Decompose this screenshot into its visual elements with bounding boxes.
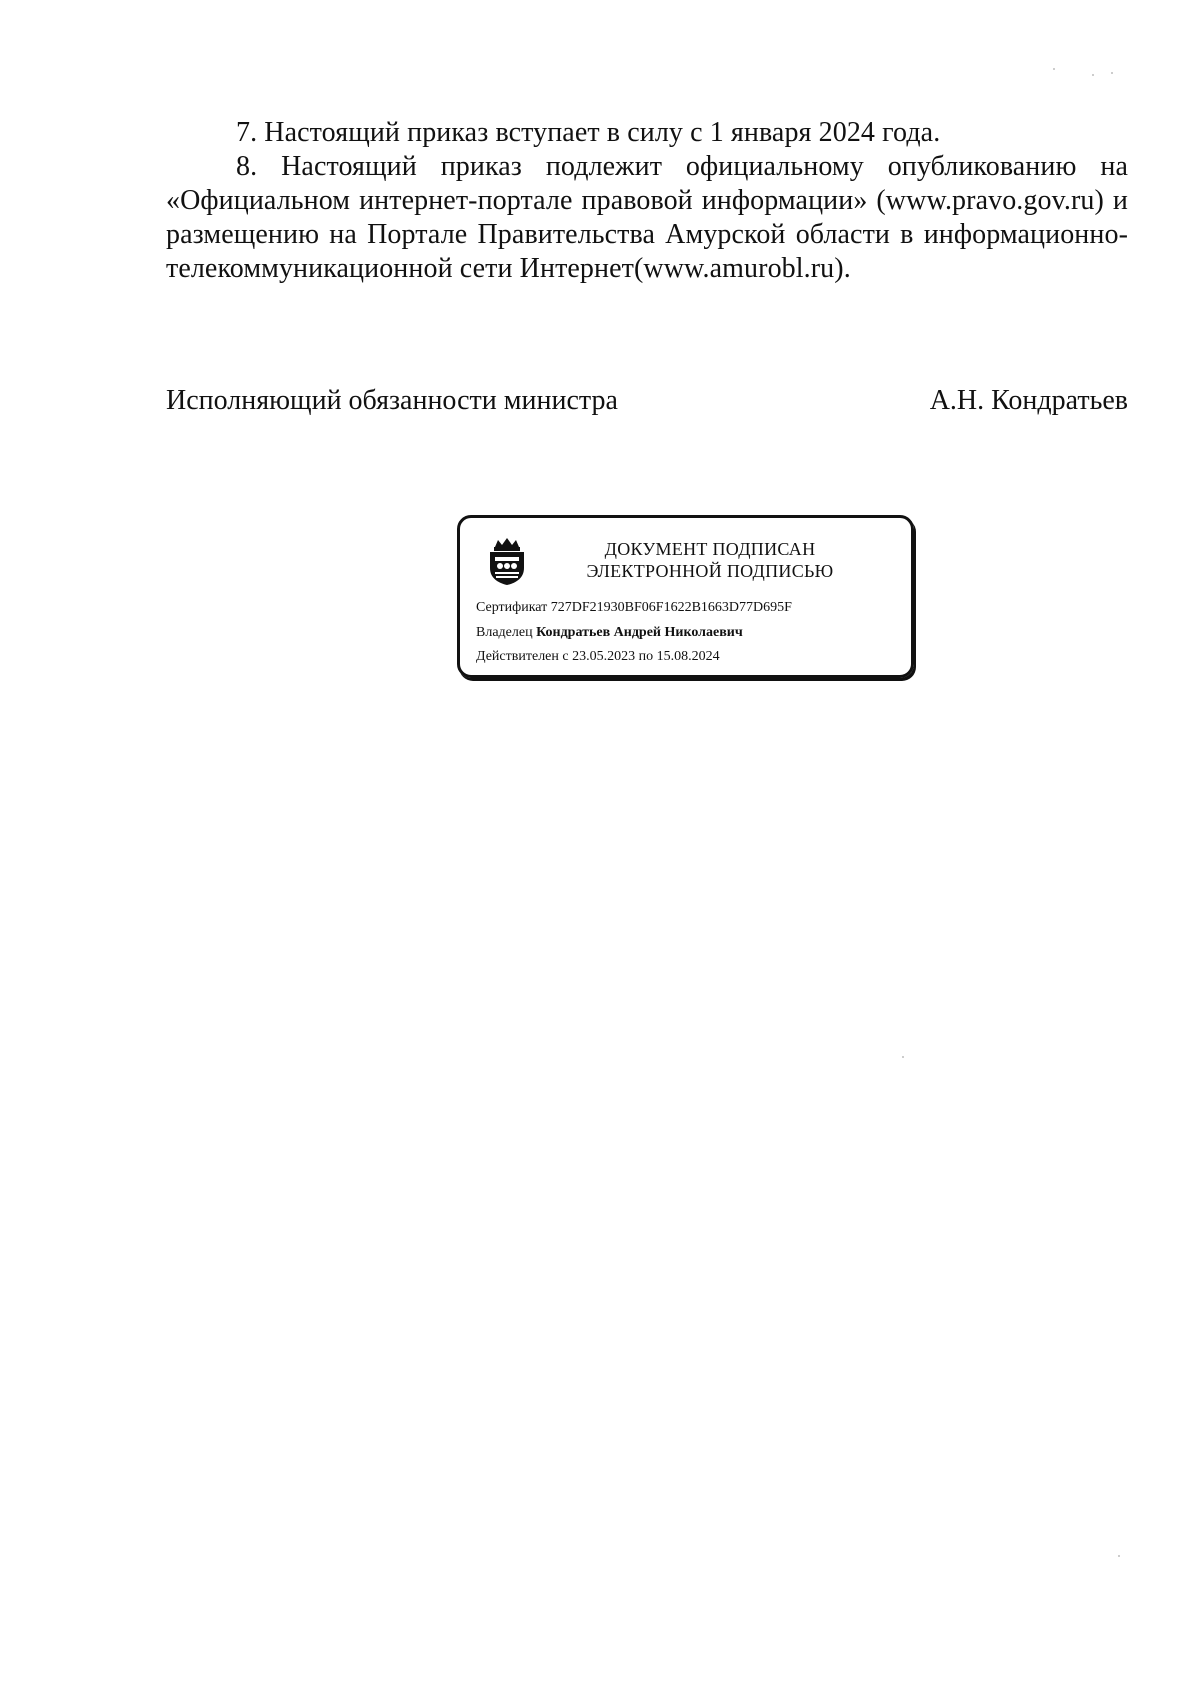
valid-to: 15.08.2024 bbox=[656, 649, 720, 664]
certificate-value: 727DF21930BF06F1622B1663D77D695F bbox=[550, 600, 792, 615]
validity-line bbox=[476, 648, 720, 666]
scan-speck bbox=[1053, 68, 1055, 70]
owner-line bbox=[476, 624, 743, 642]
owner-value: Кондратьев Андрей Николаевич bbox=[536, 625, 743, 640]
valid-label: Действителен bbox=[476, 649, 559, 664]
owner-label: Владелец bbox=[476, 625, 533, 640]
document-body bbox=[166, 116, 1128, 286]
scan-speck bbox=[1118, 1555, 1120, 1557]
certificate-label: Сертификат bbox=[476, 600, 548, 615]
valid-to-prefix: по bbox=[638, 649, 654, 664]
signature-block bbox=[166, 384, 1128, 418]
paragraph-7: 7. Настоящий приказ вступает в силу с 1 января 2024 года. bbox=[236, 117, 941, 148]
stamp-title-line-2: ЭЛЕКТРОННОЙ ПОДПИСЬЮ bbox=[586, 561, 834, 581]
certificate-line bbox=[476, 599, 792, 617]
electronic-signature-stamp bbox=[457, 515, 914, 678]
stamp-title-line-1: ДОКУМЕНТ ПОДПИСАН bbox=[604, 539, 816, 559]
signatory-name: А.Н. Кондратьев bbox=[929, 385, 1128, 416]
scan-speck bbox=[1111, 72, 1113, 74]
signatory-position: Исполняющий обязанности министра bbox=[166, 385, 618, 416]
stamp-title bbox=[560, 538, 860, 582]
valid-from: 23.05.2023 bbox=[572, 649, 636, 664]
scan-speck bbox=[902, 1056, 904, 1058]
amur-region-coat-of-arms-icon bbox=[485, 536, 529, 586]
valid-from-prefix: с bbox=[562, 649, 569, 664]
scan-speck bbox=[1092, 74, 1094, 76]
paragraph-8: 8. Настоящий приказ подлежит официальному опубликованию на «Официальном интернет-портале правовой информации» (www.pravo.gov.ru) и размещению на Портале Правительства Амурской области в информационно-телекоммуникационной сети Интернет(www.amurobl.ru). bbox=[166, 151, 1128, 284]
